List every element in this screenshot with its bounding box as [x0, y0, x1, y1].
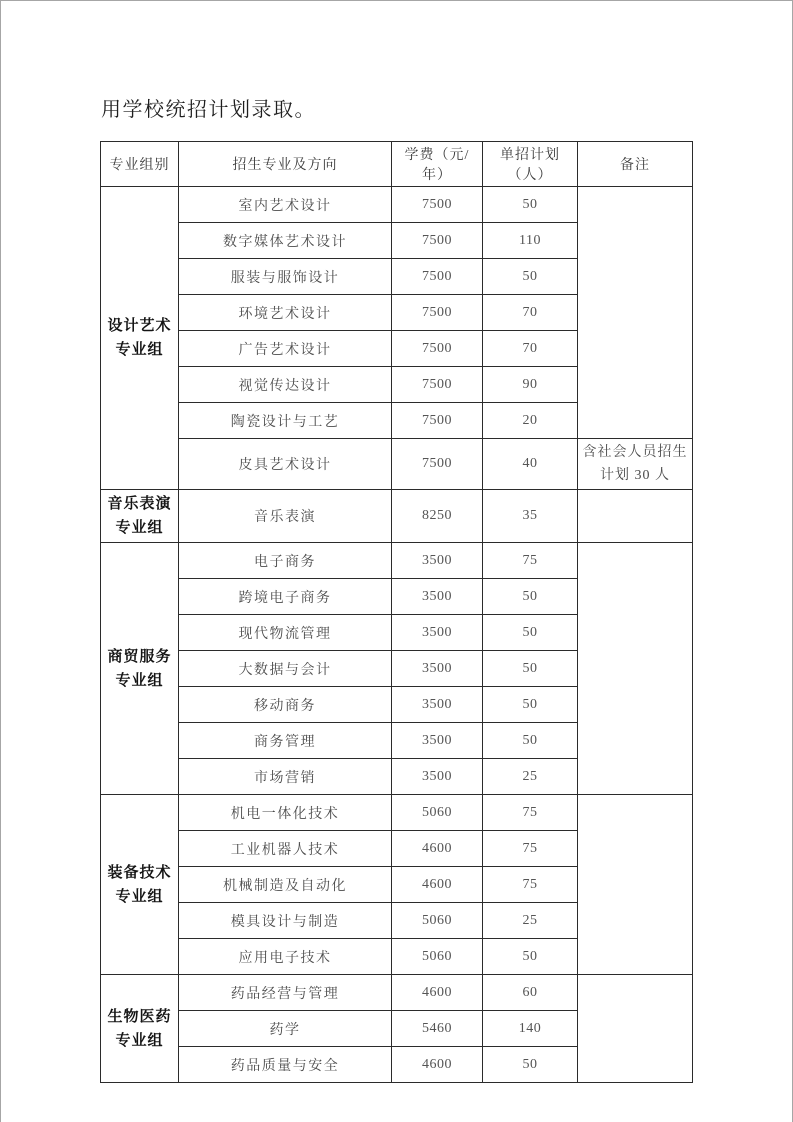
plan-cell: 25: [483, 759, 578, 795]
table-row: [101, 187, 693, 223]
column-header-3: 单招计划（人）: [483, 142, 578, 187]
fee-cell: 8250: [392, 490, 483, 543]
fee-cell: 7500: [392, 295, 483, 331]
plan-cell: 50: [483, 687, 578, 723]
group-name-line: 专业组: [115, 1031, 164, 1049]
major-cell: 环境艺术设计: [179, 295, 392, 331]
column-header-2: 学费（元/年）: [392, 142, 483, 187]
plan-cell: 50: [483, 723, 578, 759]
fee-cell: 5060: [392, 903, 483, 939]
fee-cell: 7500: [392, 403, 483, 439]
major-cell: 大数据与会计: [179, 651, 392, 687]
intro-text: 用学校统招计划录取。: [101, 99, 316, 121]
major-cell: 陶瓷设计与工艺: [179, 403, 392, 439]
major-cell: 室内艺术设计: [179, 187, 392, 223]
fee-cell: 3500: [392, 759, 483, 795]
major-cell: 工业机器人技术: [179, 831, 392, 867]
major-cell: 模具设计与制造: [179, 903, 392, 939]
column-header-1: 招生专业及方向: [179, 142, 392, 187]
group-name-line: 专业组: [115, 671, 164, 689]
plan-cell: 50: [483, 259, 578, 295]
fee-cell: 7500: [392, 223, 483, 259]
plan-cell: 20: [483, 403, 578, 439]
fee-cell: 3500: [392, 543, 483, 579]
remark-cell: [578, 490, 693, 543]
group-name-cell: [101, 795, 179, 975]
group-name-line: 生物医药: [107, 1007, 172, 1025]
group-name-line: 商贸服务: [107, 647, 172, 665]
fee-cell: 4600: [392, 975, 483, 1011]
group-name-line: 专业组: [115, 519, 164, 536]
fee-cell: 7500: [392, 187, 483, 223]
group-name-cell: [101, 490, 179, 543]
fee-cell: 3500: [392, 579, 483, 615]
group-name-line: 设计艺术: [107, 317, 172, 334]
fee-cell: 7500: [392, 439, 483, 490]
remark-cell: [578, 187, 693, 439]
fee-cell: 7500: [392, 331, 483, 367]
plan-cell: 140: [483, 1011, 578, 1047]
fee-cell: 4600: [392, 831, 483, 867]
column-header-0: 专业组别: [101, 142, 179, 187]
major-cell: 数字媒体艺术设计: [179, 223, 392, 259]
plan-cell: 50: [483, 187, 578, 223]
plan-cell: 50: [483, 615, 578, 651]
major-cell: 机电一体化技术: [179, 795, 392, 831]
remark-cell: [578, 975, 693, 1083]
remark-cell: [578, 439, 693, 490]
major-cell: 移动商务: [179, 687, 392, 723]
header-row: [101, 142, 693, 187]
major-cell: 现代物流管理: [179, 615, 392, 651]
major-cell: 市场营销: [179, 759, 392, 795]
fee-cell: 5060: [392, 939, 483, 975]
table-row: [101, 975, 693, 1011]
major-cell: 商务管理: [179, 723, 392, 759]
major-cell: 视觉传达设计: [179, 367, 392, 403]
major-cell: 药学: [179, 1011, 392, 1047]
major-cell: 药品经营与管理: [179, 975, 392, 1011]
fee-cell: 4600: [392, 867, 483, 903]
remark-line: 含社会人员招生: [582, 445, 688, 460]
table-row: [101, 795, 693, 831]
fee-cell: 4600: [392, 1047, 483, 1083]
plan-cell: 70: [483, 331, 578, 367]
plan-cell: 75: [483, 831, 578, 867]
major-cell: 广告艺术设计: [179, 331, 392, 367]
table-row: [101, 490, 693, 543]
group-name-line: 专业组: [115, 341, 164, 358]
group-name-line: 装备技术: [107, 863, 172, 881]
fee-cell: 5460: [392, 1011, 483, 1047]
table-row: [101, 543, 693, 579]
plan-cell: 75: [483, 795, 578, 831]
plan-cell: 25: [483, 903, 578, 939]
plan-cell: 110: [483, 223, 578, 259]
major-cell: 药品质量与安全: [179, 1047, 392, 1083]
group-name-cell: [101, 543, 179, 795]
remark-cell: [578, 543, 693, 795]
remark-line: 计划 30 人: [600, 468, 670, 483]
major-cell: 音乐表演: [179, 490, 392, 543]
column-header-4: 备注: [578, 142, 693, 187]
major-cell: 电子商务: [179, 543, 392, 579]
fee-cell: 7500: [392, 259, 483, 295]
plan-cell: 60: [483, 975, 578, 1011]
remark-cell: [578, 795, 693, 975]
plan-cell: 50: [483, 1047, 578, 1083]
table-head: [101, 142, 693, 187]
group-name-cell: [101, 975, 179, 1083]
table-body: [101, 187, 693, 1083]
major-cell: 应用电子技术: [179, 939, 392, 975]
table-row: [101, 439, 693, 490]
fee-cell: 7500: [392, 367, 483, 403]
fee-cell: 5060: [392, 795, 483, 831]
plan-cell: 90: [483, 367, 578, 403]
plan-cell: 40: [483, 439, 578, 490]
admission-plan-table: [100, 141, 693, 1083]
plan-cell: 35: [483, 490, 578, 543]
major-cell: 皮具艺术设计: [179, 439, 392, 490]
fee-cell: 3500: [392, 615, 483, 651]
group-name-cell: [101, 187, 179, 490]
plan-cell: 50: [483, 939, 578, 975]
plan-cell: 75: [483, 867, 578, 903]
fee-cell: 3500: [392, 651, 483, 687]
plan-cell: 50: [483, 579, 578, 615]
plan-cell: 70: [483, 295, 578, 331]
major-cell: 跨境电子商务: [179, 579, 392, 615]
group-name-line: 音乐表演: [107, 495, 172, 512]
fee-cell: 3500: [392, 687, 483, 723]
group-name-line: 专业组: [115, 887, 164, 905]
major-cell: 服装与服饰设计: [179, 259, 392, 295]
fee-cell: 3500: [392, 723, 483, 759]
major-cell: 机械制造及自动化: [179, 867, 392, 903]
plan-cell: 75: [483, 543, 578, 579]
plan-cell: 50: [483, 651, 578, 687]
